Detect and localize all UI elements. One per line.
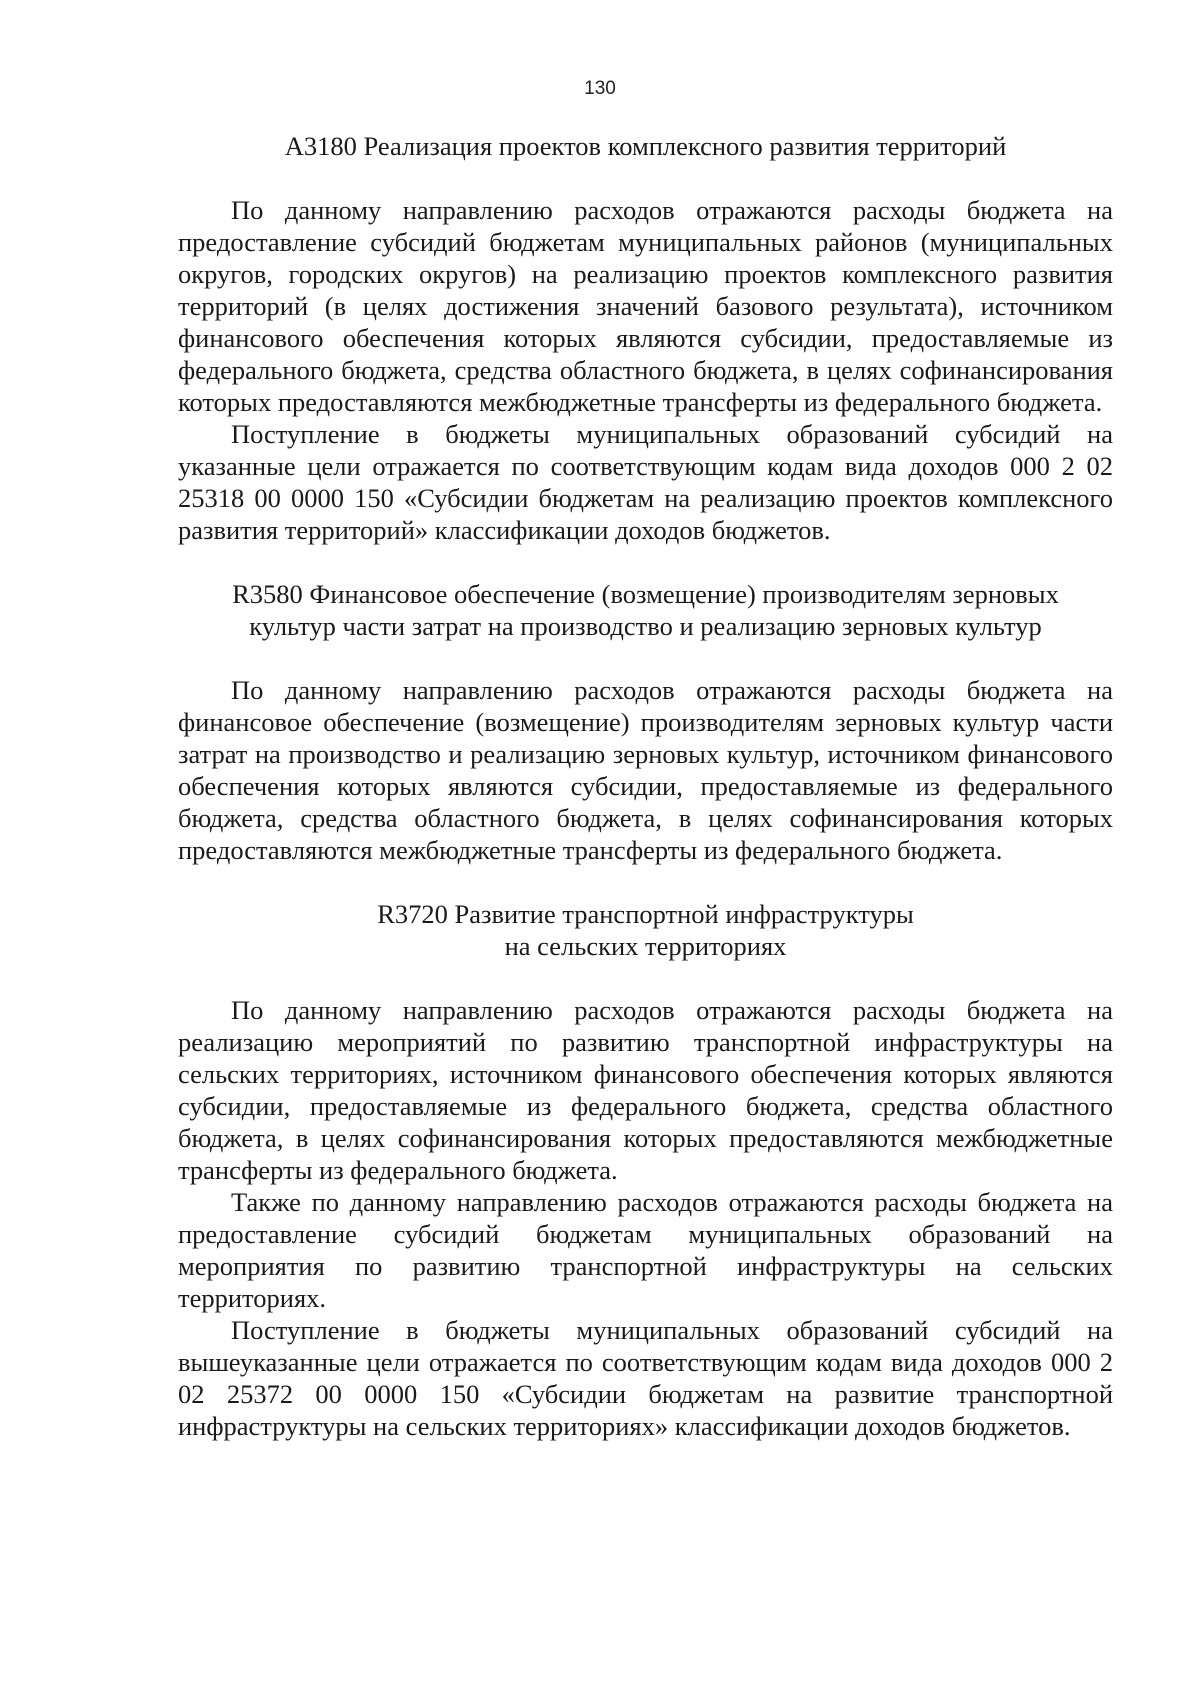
paragraph: По данному направлению расходов отражаются расходы бюджета на реализацию мероприятий по развитию транспортной инфраструктуры на сельских территориях, источником финансового обеспечения которых являются субсидии, предоставляемые из федерального бюджета, средства областного бюджета, в целях софинансирования которых предоставляются межбюджетные трансферты из федерального бюджета. bbox=[178, 995, 1113, 1185]
section-a3180 bbox=[178, 130, 1113, 546]
paragraph: Поступление в бюджеты муниципальных образований субсидий на вышеуказанные цели отражается по соответствующим кодам вида доходов 000 2 02 25372 00 0000 150 «Субсидии бюджетам на развитие транспортной инфраструктуры на сельских территориях» классификации доходов бюджетов. bbox=[178, 1315, 1113, 1441]
section-heading-line-1: R3720 Развитие транспортной инфраструктуры bbox=[377, 899, 914, 929]
section-heading: А3180 Реализация проектов комплексного развития территорий bbox=[284, 131, 1007, 161]
paragraph: По данному направлению расходов отражаются расходы бюджета на финансовое обеспечение (возмещение) производителям зерновых культур части затрат на производство и реализацию зерновых культур, источником финансового обеспечения которых являются субсидии, предоставляемые из федерального бюджета, средства областного бюджета, в целях софинансирования которых предоставляются межбюджетные трансферты из федерального бюджета. bbox=[178, 675, 1113, 865]
section-r3720 bbox=[178, 898, 1113, 1442]
section-heading-line-2: на сельских территориях bbox=[504, 931, 787, 961]
section-heading: R3580 Финансовое обеспечение (возмещение) производителям зерновых культур части затрат на производство и реализацию зерновых культур bbox=[232, 579, 1059, 641]
section-r3580 bbox=[178, 578, 1113, 866]
paragraph: Также по данному направлению расходов отражаются расходы бюджета на предоставление субсидий бюджетам муниципальных образований на мероприятия по развитию транспортной инфраструктуры на сельских территориях. bbox=[178, 1187, 1113, 1313]
paragraph: Поступление в бюджеты муниципальных образований субсидий на указанные цели отражается по соответствующим кодам вида доходов 000 2 02 25318 00 0000 150 «Субсидии бюджетам на реализацию проектов комплексного развития территорий» классификации доходов бюджетов. bbox=[178, 419, 1113, 545]
page-number: 130 bbox=[584, 78, 616, 99]
paragraph: По данному направлению расходов отражаются расходы бюджета на предоставление субсидий бюджетам муниципальных районов (муниципальных округов, городских округов) на реализацию проектов комплексного развития территорий (в целях достижения значений базового результата), источником финансового обеспечения которых являются субсидии, предоставляемые из федерального бюджета, средства областного бюджета, в целях софинансирования которых предоставляются межбюджетные трансферты из федерального бюджета. bbox=[178, 195, 1113, 417]
document-body bbox=[178, 130, 1113, 1442]
